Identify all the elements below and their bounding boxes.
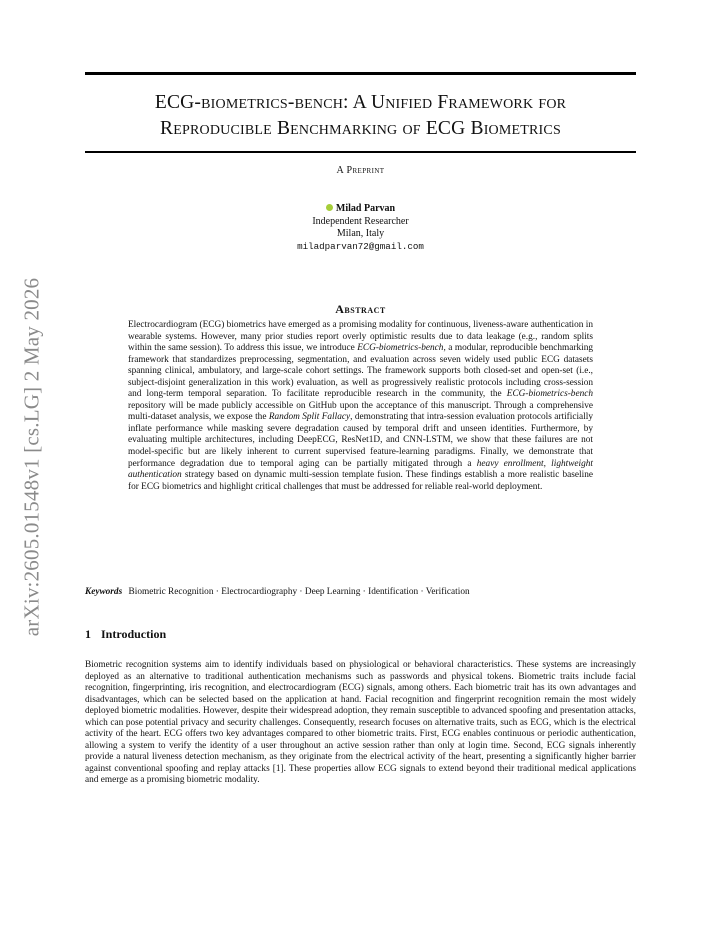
section-title: Introduction — [101, 627, 167, 641]
abstract-paragraph — [128, 320, 593, 493]
arxiv-identifier — [10, 262, 54, 652]
author-location: Milan, Italy — [336, 228, 385, 239]
introduction-paragraph: Biometric recognition systems aim to identify individuals based on physiological or behavioral characteristics. These systems are increasingly deployed as an alternative to traditional authentication mechanisms such as passwords and physical tokens. Biometric traits include facial recognition, fingerprinting, iris recognition, and electrocardiogram (ECG) signals, among others. Each biometric trait has its own advantages and disadvantages, which can be selected based on the application at hand. Facial recognition and fingerprint recognition remain the most widely deployed biometric modalities. However, despite their widespread adoption, they remain susceptible to advanced spoofing and presentation attacks, which can pose potential privacy and security challenges. Consequently, research focuses on alternative traits, such as ECG, which is the electrical activity of the heart. ECG offers two key advantages compared to other biometric traits. First, ECG enables continuous or periodic authentication, allowing a system to verify the identity of a user throughout an active session rather than only at login time. Second, ECG signals inherently provide a natural liveness detection mechanism, as they originate from the electrical activity of the heart, presenting a significantly higher barrier against conventional spoofing and replay attacks [1]. These properties allow ECG signals to extend beyond their traditional medical applications and emerge as a promising biometric modality. — [85, 660, 636, 786]
abstract-emphasis: ECG-biometrics-bench — [506, 389, 593, 400]
abstract-text: , a modular, reproducible benchmarking framework that standardizes preprocessing, segmentation, and evaluation across seven widely used public ECG datasets spanning clinical, ambulatory, and large-scale cohort settings. The framework supports both closed-set and open-set (i.e., subject-disjoint generalization in this work) evaluation, as well as progressively realistic protocols including cross-session and long-term temporal separation. To facilitate reproducible research in the community, the — [128, 343, 594, 400]
abstract-emphasis: ECG-biometrics-bench — [357, 343, 444, 354]
abstract-emphasis: Random Split Fallacy — [268, 412, 351, 423]
orcid-icon[interactable] — [326, 204, 333, 211]
author-affiliation: Independent Researcher — [312, 215, 409, 227]
preprint-label: A Preprint — [336, 165, 385, 176]
title-top-rule — [85, 72, 636, 75]
abstract-body — [128, 320, 593, 493]
introduction-body — [85, 660, 636, 787]
abstract-text: , demonstrating that intra-session evaluation protocols artificially inflate performance while masking severe degradation caused by temporal drift and unseen identities. Furthermore, by evaluating multiple architectures, including DeepECG, ResNet1D, and CNN-LSTM, we show that these failures are not model-specific but are likely inherent to current supervised feature-learning paradigms. Finally, we demonstrate that performance degradation due to temporal aging can be partially mitigated through a — [128, 412, 594, 469]
abstract-text: strategy based on dynamic multi-session template fusion. These findings establish a more realistic baseline for ECG biometrics and highlight critical challenges that must be addressed for reliable real-world deployment. — [128, 470, 593, 492]
section-number: 1 — [85, 627, 91, 641]
section-heading — [85, 627, 166, 642]
title-bottom-rule — [85, 151, 636, 153]
paper-title-line-1: ECG-biometrics-bench: A Unified Framework for — [154, 92, 567, 113]
keywords-list: Biometric Recognition · Electrocardiography · Deep Learning · Identification · Verification — [128, 587, 470, 597]
paper-title — [85, 90, 636, 142]
keywords-line — [85, 587, 645, 597]
abstract-text: repository will be made publicly accessible on GitHub upon the acceptance of this manuscript. Through a comprehensive multi-dataset analysis, we expose the — [128, 400, 593, 423]
author-block — [85, 203, 636, 253]
abstract-emphasis: heavy enrollment, lightweight authentication — [128, 458, 593, 481]
author-email[interactable]: miladparvan72@gmail.com — [297, 240, 424, 252]
keywords-label: Keywords — [85, 587, 123, 597]
paper-title-line-2: Reproducible Benchmarking of ECG Biometrics — [160, 118, 561, 139]
arxiv-identifier-text: arXiv:2605.01548v1 [cs.LG] 2 May 2026 — [19, 277, 44, 637]
abstract-heading: Abstract — [335, 302, 386, 316]
abstract-text: Electrocardiogram (ECG) biometrics have emerged as a promising modality for continuous, liveness-aware authentication in wearable systems. However, many prior studies report overly optimistic results due to data leakage (e.g., random splits within the same session). To address this issue, we introduce — [128, 320, 593, 354]
author-name: Milad Parvan — [335, 203, 396, 214]
